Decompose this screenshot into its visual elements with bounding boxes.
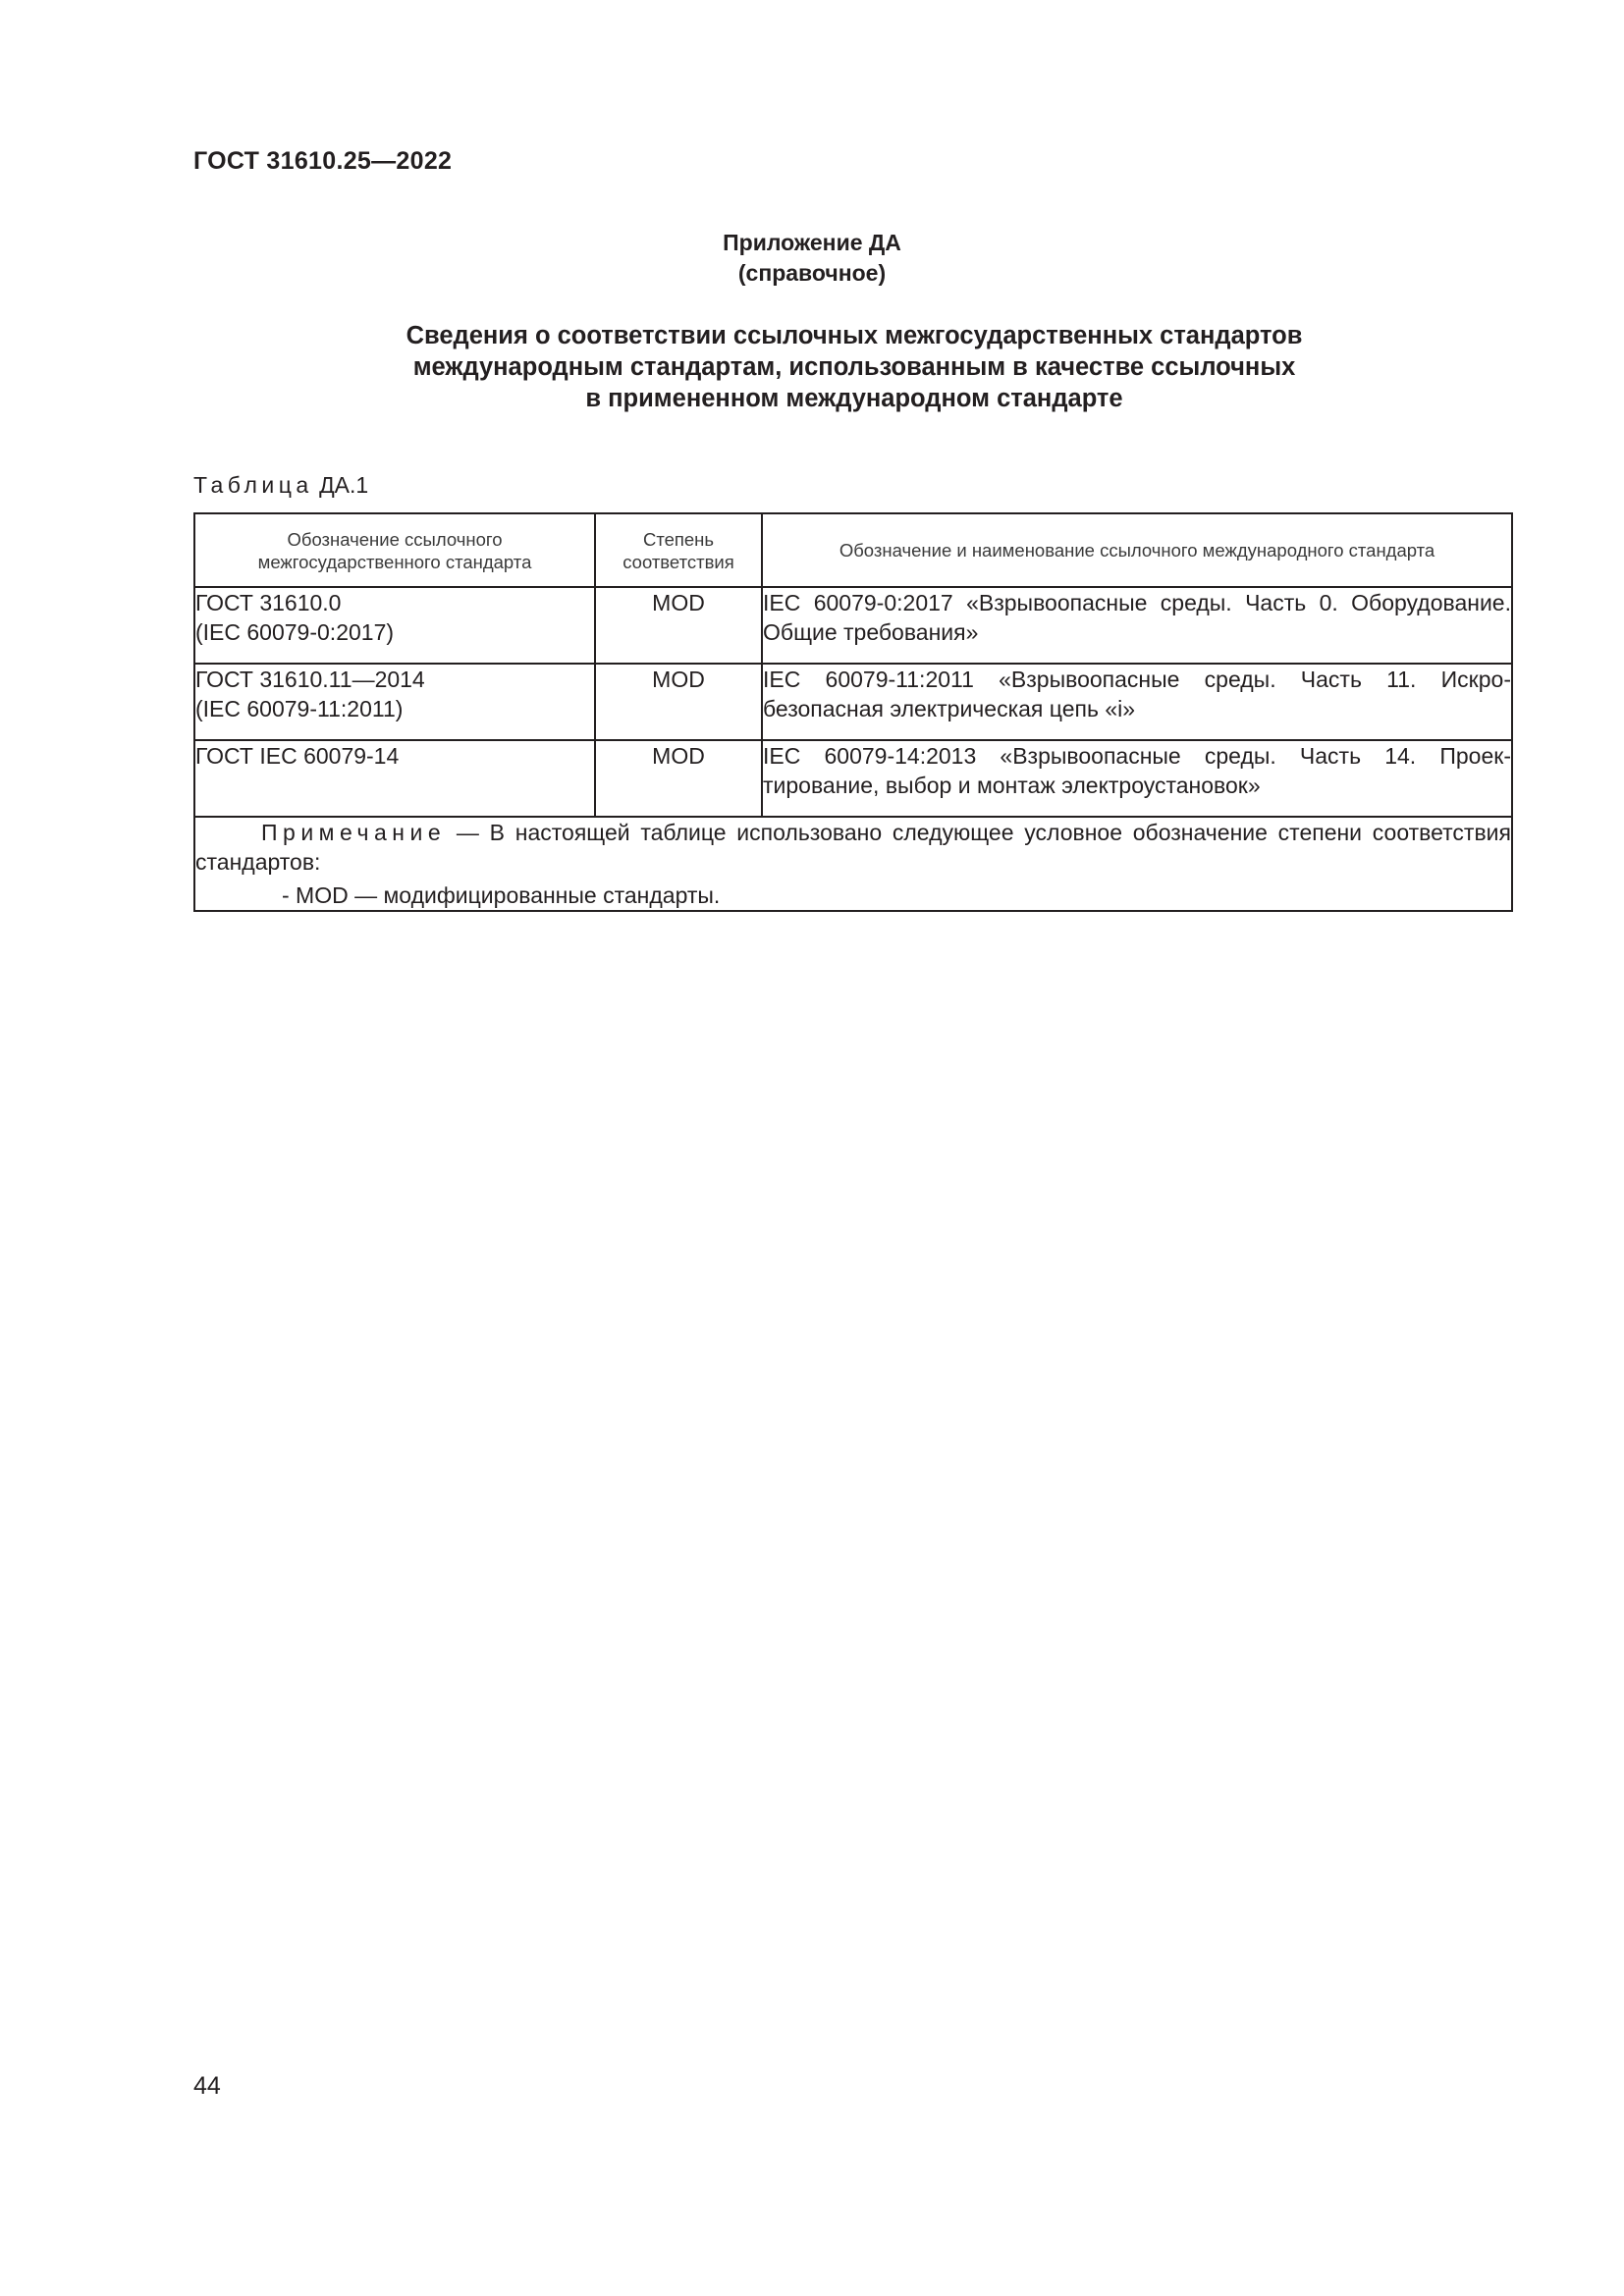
note-text: — В настоящей таблице использовано следующее условное обозначение степени соответствия стандартов: bbox=[195, 820, 1511, 875]
cell-international-standard: IEC 60079-0:2017 «Взрывоопасные среды. Часть 0. Оборудование. Общие требования» bbox=[762, 587, 1512, 664]
table-note bbox=[194, 817, 1512, 911]
appendix-heading bbox=[0, 228, 1624, 289]
cell-interstate-standard bbox=[194, 740, 595, 817]
standard-code: ГОСТ IEC 60079-14 bbox=[195, 743, 400, 769]
cell-interstate-standard bbox=[194, 664, 595, 740]
table-row bbox=[194, 740, 1512, 817]
standard-code: ГОСТ 31610.0 bbox=[195, 590, 342, 615]
standard-iec-ref: (IEC 60079-0:2017) bbox=[195, 619, 395, 645]
header-line: межгосударственного стандарта bbox=[257, 551, 532, 572]
cell-degree: MOD bbox=[595, 664, 762, 740]
note-text-block bbox=[195, 818, 1511, 877]
standard-iec-ref: (IEC 60079-11:2011) bbox=[195, 696, 404, 721]
title-line: в примененном международном стандарте bbox=[585, 385, 1123, 412]
note-label: Примечание bbox=[261, 820, 447, 845]
standards-table bbox=[193, 512, 1513, 912]
header-line: Обозначение ссылочного bbox=[287, 528, 503, 550]
table-note-row bbox=[194, 817, 1512, 911]
page-title bbox=[0, 320, 1624, 414]
cell-degree: MOD bbox=[595, 740, 762, 817]
title-line: Сведения о соответствии ссылочных межгосударственных стандартов bbox=[406, 322, 1303, 349]
table-row bbox=[194, 664, 1512, 740]
title-line: международным стандартам, использованным в качестве ссылочных bbox=[412, 353, 1296, 381]
table-header-row bbox=[194, 513, 1512, 587]
document-code: ГОСТ 31610.25—2022 bbox=[193, 147, 453, 175]
header-line: Обозначение и наименование ссылочного международного стандарта bbox=[839, 540, 1435, 561]
table-caption bbox=[193, 472, 368, 499]
table-caption-label: Таблица bbox=[193, 472, 313, 498]
column-header-interstate-standard bbox=[194, 513, 595, 587]
appendix-type: (справочное) bbox=[737, 260, 887, 286]
header-line: Степень bbox=[642, 528, 715, 550]
cell-international-standard: IEC 60079-11:2011 «Взрывоопасные среды. Часть 11. Искробезопасная электрическая цепь «i» bbox=[762, 664, 1512, 740]
appendix-title: Приложение ДА bbox=[723, 230, 901, 255]
cell-degree: MOD bbox=[595, 587, 762, 664]
header-line: соответствия bbox=[623, 551, 734, 572]
table-row bbox=[194, 587, 1512, 664]
column-header-international-standard bbox=[762, 513, 1512, 587]
column-header-degree bbox=[595, 513, 762, 587]
note-list-item: - MOD — модифицированные стандарты. bbox=[282, 882, 721, 908]
standard-code: ГОСТ 31610.11—2014 bbox=[195, 667, 425, 692]
table-caption-number: ДА.1 bbox=[319, 472, 369, 498]
page-number: 44 bbox=[193, 2072, 221, 2100]
cell-international-standard: IEC 60079-14:2013 «Взрывоопасные среды. Часть 14. Проектирование, выбор и монтаж электроустановок» bbox=[762, 740, 1512, 817]
cell-interstate-standard bbox=[194, 587, 595, 664]
